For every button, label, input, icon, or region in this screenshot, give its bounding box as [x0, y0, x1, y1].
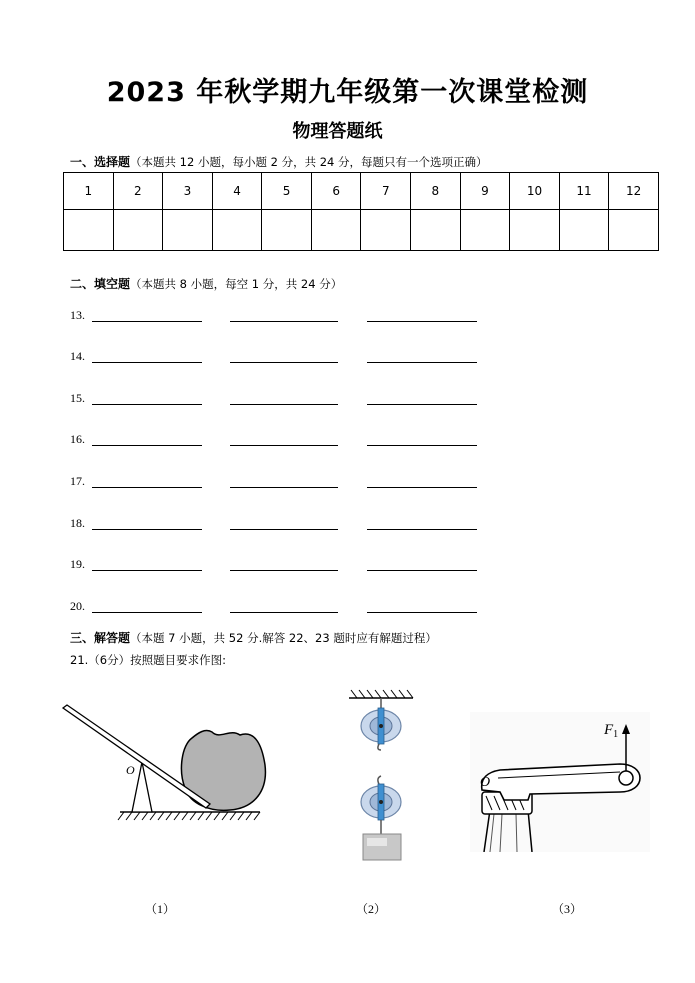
figure-caption-1: （1）	[145, 902, 176, 916]
question-number-cell: 9	[460, 173, 510, 210]
figure-bottle-opener	[470, 712, 650, 852]
ground-hatching	[118, 812, 260, 820]
fulcrum-triangle	[132, 762, 152, 812]
answer-cell[interactable]	[510, 210, 560, 251]
section3-heading: 三、解答题	[70, 631, 131, 645]
answer-blank[interactable]	[230, 404, 338, 405]
answer-blank[interactable]	[230, 529, 338, 530]
question-number: 13.	[70, 308, 85, 322]
answer-blank[interactable]	[230, 321, 338, 322]
answer-cell[interactable]	[262, 210, 312, 251]
answer-blank[interactable]	[367, 321, 477, 322]
bottom-upper-hook	[378, 776, 381, 784]
question-21-prompt: 21.（6分）按照题目要求作图:	[70, 653, 226, 667]
question-number: 17.	[70, 474, 85, 488]
question-number: 20.	[70, 599, 85, 613]
answer-cell[interactable]	[113, 210, 163, 251]
weight-block	[363, 834, 401, 860]
answer-cell[interactable]	[212, 210, 262, 251]
answer-blank[interactable]	[92, 529, 202, 530]
answer-cell[interactable]	[163, 210, 213, 251]
weight-block-highlight	[367, 838, 387, 846]
answer-cell[interactable]	[460, 210, 510, 251]
section2-header	[70, 275, 342, 292]
question-number-cell: 10	[510, 173, 560, 210]
answer-cell[interactable]	[609, 210, 659, 251]
section1-heading: 一、选择题	[70, 155, 131, 169]
opener-ring	[619, 771, 633, 785]
question-number-cell: 3	[163, 173, 213, 210]
answer-blank[interactable]	[230, 570, 338, 571]
answer-cell[interactable]	[559, 210, 609, 251]
figure-pulleys	[343, 688, 423, 868]
question-number-cell: 2	[113, 173, 163, 210]
question-number-cell: 5	[262, 173, 312, 210]
section1-header	[70, 153, 488, 170]
top-lower-hook	[378, 744, 381, 750]
answer-blank[interactable]	[92, 612, 202, 613]
top-pulley-axle	[379, 724, 383, 728]
answer-blank[interactable]	[367, 570, 477, 571]
force-label: $F_1$	[604, 722, 619, 740]
answer-grid-answer-row	[64, 210, 659, 251]
question-number-cell: 1	[64, 173, 114, 210]
figure-caption-2: （2）	[356, 902, 387, 916]
answer-blank[interactable]	[367, 362, 477, 363]
question-number: 19.	[70, 557, 85, 571]
answer-blank[interactable]	[230, 612, 338, 613]
question-number: 14.	[70, 349, 85, 363]
answer-blank[interactable]	[367, 612, 477, 613]
page-title: 2023 年秋学期九年级第一次课堂检测	[106, 77, 589, 108]
answer-blank[interactable]	[92, 570, 202, 571]
answer-cell[interactable]	[311, 210, 361, 251]
bottom-pulley-axle	[379, 800, 383, 804]
section3-note: （本题 7 小题，共 52 分.解答 22、23 题时应有解题过程）	[130, 631, 437, 645]
answer-blank[interactable]	[92, 362, 202, 363]
answer-blank[interactable]	[230, 487, 338, 488]
pivot-label: O	[480, 775, 491, 790]
question-number-cell: 8	[411, 173, 461, 210]
question-number-cell: 7	[361, 173, 411, 210]
section1-note: （本题共 12 小题，每小题 2 分，共 24 分，每题只有一个选项正确）	[130, 155, 488, 169]
answer-cell[interactable]	[411, 210, 461, 251]
question-number: 15.	[70, 391, 85, 405]
question-number-cell: 6	[311, 173, 361, 210]
answer-blank[interactable]	[367, 529, 477, 530]
question-number-cell: 11	[559, 173, 609, 210]
question-number-cell: 4	[212, 173, 262, 210]
section2-note: （本题共 8 小题，每空 1 分，共 24 分）	[130, 277, 343, 291]
answer-cell[interactable]	[64, 210, 114, 251]
answer-cell[interactable]	[361, 210, 411, 251]
answer-grid	[63, 172, 659, 251]
section2-heading: 二、填空题	[70, 277, 131, 291]
ceiling-hatching	[351, 690, 413, 698]
question-number: 18.	[70, 516, 85, 530]
figure-lever-rock	[60, 700, 270, 830]
figure-caption-3: （3）	[552, 902, 583, 916]
answer-blank[interactable]	[92, 321, 202, 322]
page-subtitle: 物理答题纸	[292, 121, 383, 142]
question-number: 16.	[70, 432, 85, 446]
section3-header	[70, 629, 437, 646]
answer-blank[interactable]	[367, 487, 477, 488]
pivot-label: O	[126, 763, 135, 777]
answer-blank[interactable]	[367, 404, 477, 405]
answer-blank[interactable]	[230, 362, 338, 363]
answer-blank[interactable]	[92, 487, 202, 488]
answer-blank[interactable]	[92, 445, 202, 446]
question-number-cell: 12	[609, 173, 659, 210]
answer-blank[interactable]	[230, 445, 338, 446]
answer-grid-header-row	[64, 173, 659, 210]
answer-blank[interactable]	[92, 404, 202, 405]
answer-blank[interactable]	[367, 445, 477, 446]
